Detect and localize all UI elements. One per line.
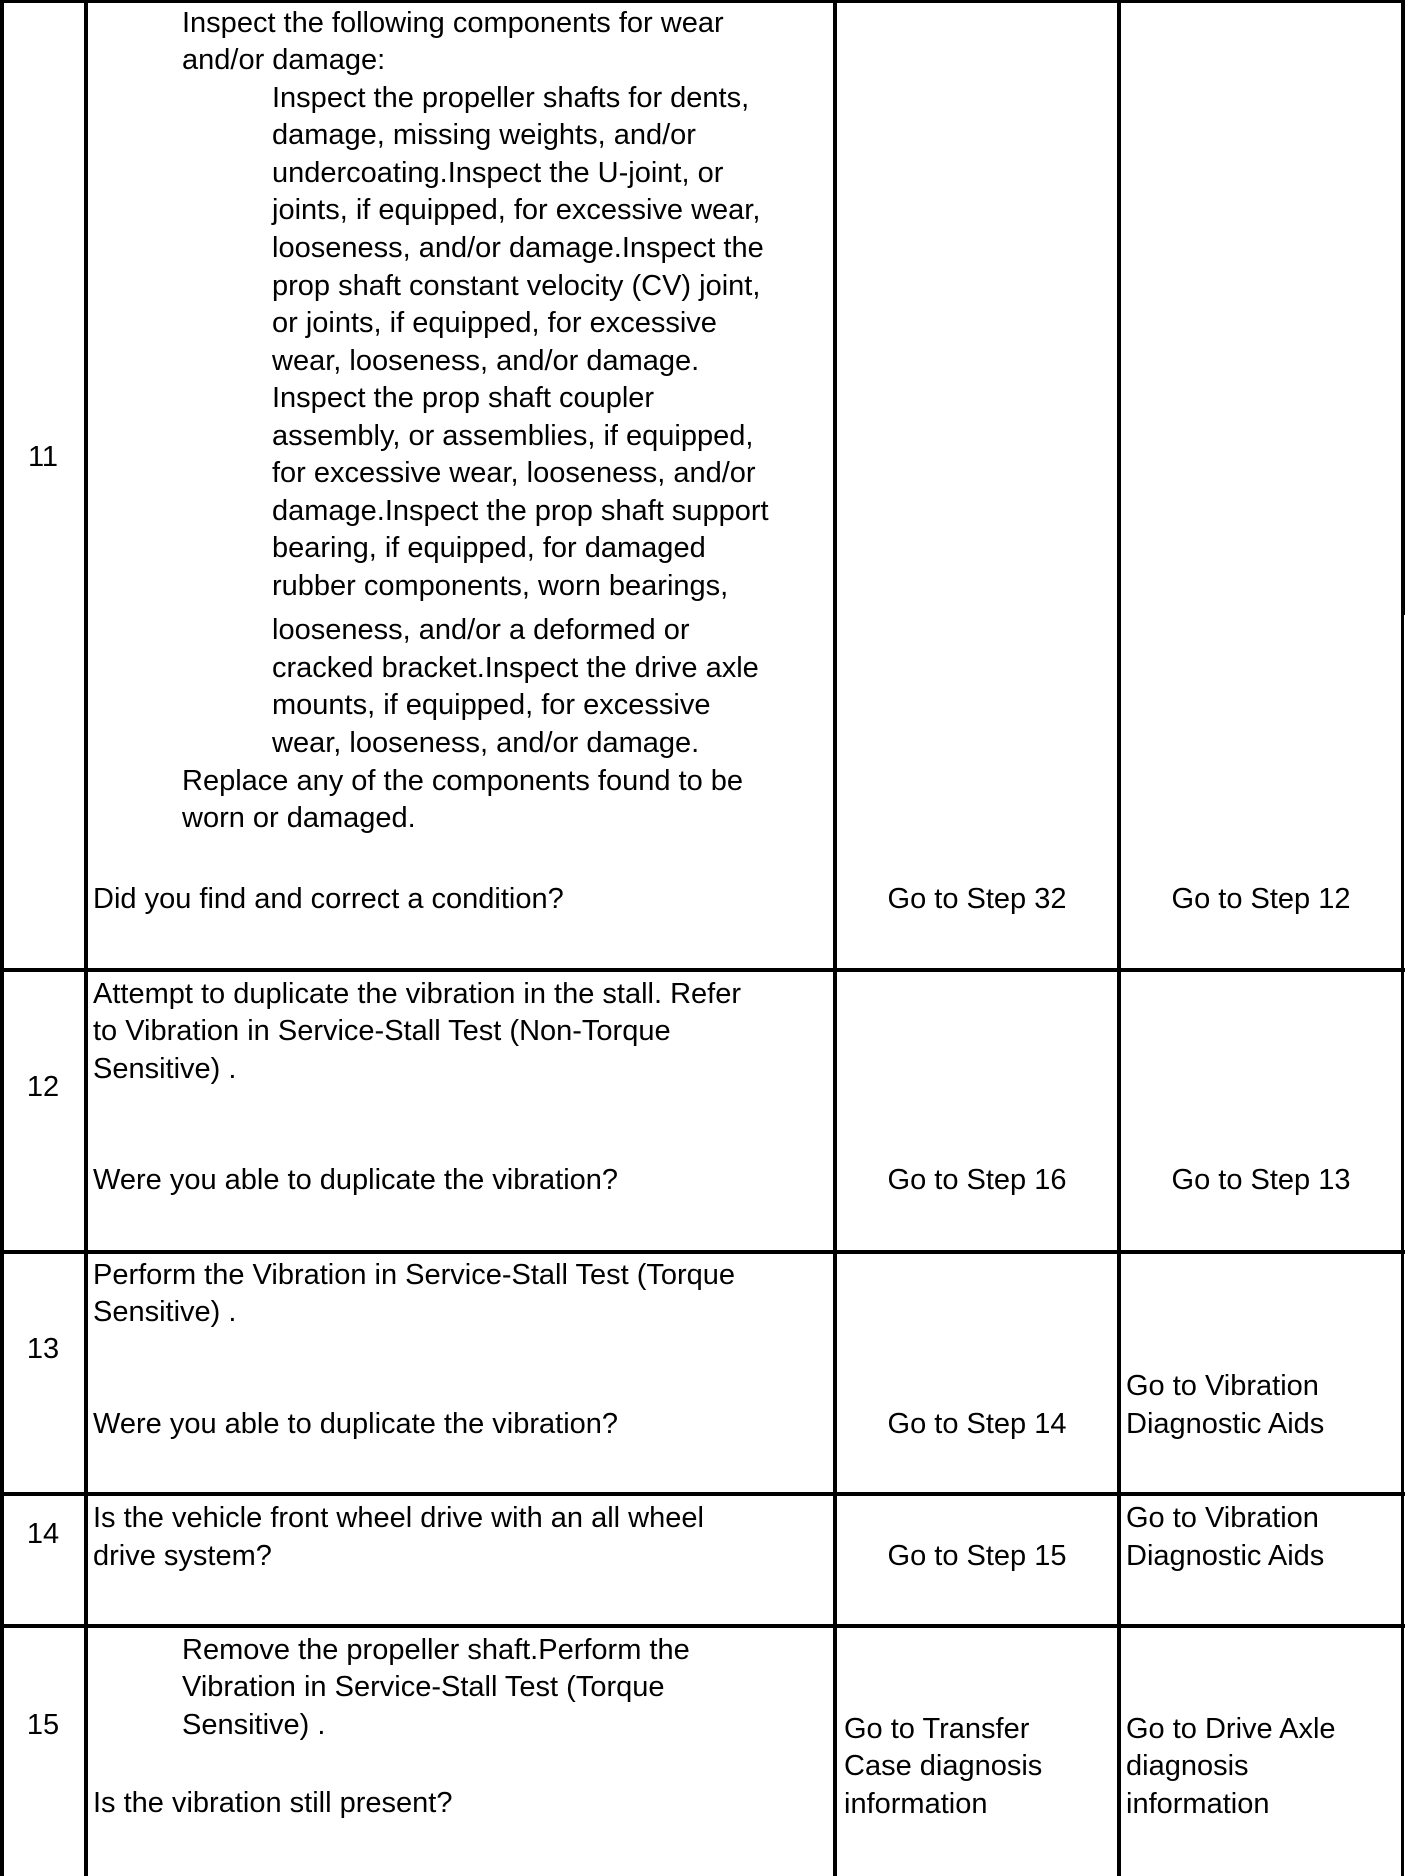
action-line: Perform the Vibration in Service-Stall Test (Torque (93, 1259, 736, 1291)
result-line: Diagnostic Aids (1126, 1540, 1325, 1572)
action-line: Remove the propeller shaft.Perform the (182, 1634, 690, 1666)
row-divider-13-14 (0, 1492, 1405, 1496)
action-line: Sensitive) . (93, 1053, 237, 1085)
result-line: diagnosis (1126, 1750, 1249, 1782)
step-11-yes-result: Go to Step 32 (887, 883, 1067, 915)
detail-line: Inspect the propeller shafts for dents, (272, 82, 750, 114)
result-line: Go to Transfer (844, 1713, 1030, 1745)
detail-line: rubber components, worn bearings, (272, 570, 729, 602)
step-13-yes-result: Go to Step 14 (887, 1408, 1067, 1440)
detail-line: wear, looseness, and/or damage. (272, 345, 700, 377)
result-line: Go to Drive Axle (1126, 1713, 1336, 1745)
detail-line: cracked bracket.Inspect the drive axle (272, 652, 759, 684)
detail-line: bearing, if equipped, for damaged (272, 532, 706, 564)
step-number-11: 11 (27, 441, 59, 473)
column-divider-yes (1117, 0, 1121, 1876)
action-line: Sensitive) . (182, 1709, 326, 1741)
replace-line: worn or damaged. (182, 802, 416, 834)
step-11-no-result: Go to Step 12 (1171, 883, 1351, 915)
action-line: to Vibration in Service-Stall Test (Non-Torque (93, 1015, 671, 1047)
step-13-question: Were you able to duplicate the vibration? (93, 1408, 619, 1440)
detail-line: damage, missing weights, and/or (272, 119, 696, 151)
step-number-14: 14 (26, 1518, 60, 1550)
detail-line: or joints, if equipped, for excessive (272, 307, 717, 339)
result-line: Go to Vibration (1126, 1370, 1319, 1402)
detail-line: prop shaft constant velocity (CV) joint, (272, 270, 761, 302)
step-number-15: 15 (26, 1709, 60, 1741)
question-line: Is the vehicle front wheel drive with an all wheel (93, 1502, 704, 1534)
detail-line: looseness, and/or damage.Inspect the (272, 232, 764, 264)
result-line: Diagnostic Aids (1126, 1408, 1325, 1440)
action-line: Sensitive) . (93, 1296, 237, 1328)
table-border-left (0, 0, 4, 1876)
column-divider-step (84, 0, 88, 1876)
step-12-yes-result: Go to Step 16 (887, 1164, 1067, 1196)
step-number-12: 12 (26, 1071, 60, 1103)
detail-line: joints, if equipped, for excessive wear, (272, 194, 761, 226)
step-number-13: 13 (26, 1333, 60, 1365)
table-border-top (0, 0, 1405, 3)
detail-line: for excessive wear, looseness, and/or (272, 457, 756, 489)
action-line: Attempt to duplicate the vibration in the stall. Refer (93, 978, 742, 1010)
column-divider-action (833, 0, 837, 1876)
row-divider-11-12 (0, 968, 1405, 972)
result-line: Case diagnosis (844, 1750, 1043, 1782)
detail-line: looseness, and/or a deformed or (272, 614, 690, 646)
step-11-question: Did you find and correct a condition? (93, 883, 564, 915)
detail-line: wear, looseness, and/or damage. (272, 727, 700, 759)
detail-line: assembly, or assemblies, if equipped, (272, 420, 754, 452)
detail-line: damage.Inspect the prop shaft support (272, 495, 769, 527)
table-border-right (1401, 0, 1405, 615)
detail-line: Inspect the prop shaft coupler (272, 382, 655, 414)
step-15-question: Is the vibration still present? (93, 1787, 453, 1819)
result-line: information (844, 1788, 988, 1820)
row-divider-14-15 (0, 1624, 1405, 1628)
action-line: Vibration in Service-Stall Test (Torque (182, 1671, 665, 1703)
step-11-intro-line: Inspect the following components for wear (182, 7, 724, 39)
row-divider-12-13 (0, 1250, 1405, 1254)
step-12-no-result: Go to Step 13 (1171, 1164, 1351, 1196)
step-11-intro-line: and/or damage: (182, 44, 386, 76)
replace-line: Replace any of the components found to be (182, 765, 744, 797)
table-border-right-lower (1401, 615, 1404, 1876)
step-12-question: Were you able to duplicate the vibration? (93, 1164, 619, 1196)
step-14-yes-result: Go to Step 15 (887, 1540, 1067, 1572)
question-line: drive system? (93, 1540, 272, 1572)
result-line: information (1126, 1788, 1270, 1820)
result-line: Go to Vibration (1126, 1502, 1319, 1534)
detail-line: undercoating.Inspect the U-joint, or (272, 157, 724, 189)
detail-line: mounts, if equipped, for excessive (272, 689, 711, 721)
